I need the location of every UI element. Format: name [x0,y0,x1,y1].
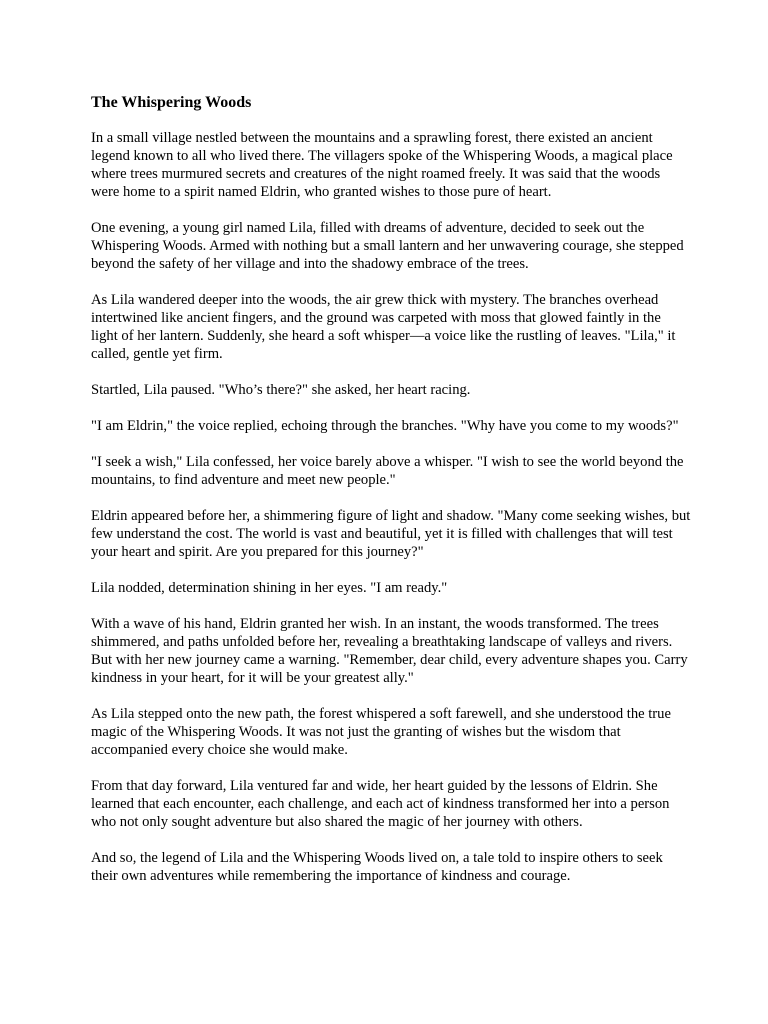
paragraph: With a wave of his hand, Eldrin granted her wish. In an instant, the woods transformed. The trees shimmered, and paths unfolded before her, revealing a breathtaking landscape of valleys and rivers. But with her new journey came a warning. "Remember, dear child, every adventure shapes you. Carry kindness in your heart, for it will be your greatest ally." [91,616,688,686]
paragraph: Lila nodded, determination shining in her eyes. "I am ready." [91,580,448,596]
paragraph: As Lila stepped onto the new path, the forest whispered a soft farewell, and she understood the true magic of the Whispering Woods. It was not just the granting of wishes but the wisdom that accompanied every choice she would make. [91,706,671,758]
paragraph: In a small village nestled between the mountains and a sprawling forest, there existed an ancient legend known to all who lived there. The villagers spoke of the Whispering Woods, a magical place where trees murmured secrets and creatures of the night roamed freely. It was said that the woods were home to a spirit named Eldrin, who granted wishes to those pure of heart. [91,130,673,200]
document-title: The Whispering Woods [91,94,252,111]
paragraph: "I seek a wish," Lila confessed, her voice barely above a whisper. "I wish to see the world beyond the mountains, to find adventure and meet new people." [91,454,684,488]
document-page [91,92,691,903]
paragraph: From that day forward, Lila ventured far and wide, her heart guided by the lessons of Eldrin. She learned that each encounter, each challenge, and each act of kindness transformed her into a person who not only sought adventure but also shared the magic of her journey with others. [91,778,670,830]
paragraph: One evening, a young girl named Lila, filled with dreams of adventure, decided to seek out the Whispering Woods. Armed with nothing but a small lantern and her unwavering courage, she stepped beyond the safety of her village and into the shadowy embrace of the trees. [91,220,684,272]
paragraph: And so, the legend of Lila and the Whispering Woods lived on, a tale told to inspire others to seek their own adventures while remembering the importance of kindness and courage. [91,850,663,884]
paragraph: "I am Eldrin," the voice replied, echoing through the branches. "Why have you come to my woods?" [91,418,679,434]
paragraph: Eldrin appeared before her, a shimmering figure of light and shadow. "Many come seeking wishes, but few understand the cost. The world is vast and beautiful, yet it is filled with challenges that will test your heart and spirit. Are you prepared for this journey?" [91,508,691,560]
paragraph: As Lila wandered deeper into the woods, the air grew thick with mystery. The branches overhead intertwined like ancient fingers, and the ground was carpeted with moss that glowed faintly in the light of her lantern. Suddenly, she heard a soft whisper—a voice like the rustling of leaves. "Lila," it called, gentle yet firm. [91,292,676,362]
paragraph: Startled, Lila paused. "Who’s there?" she asked, her heart racing. [91,382,471,398]
